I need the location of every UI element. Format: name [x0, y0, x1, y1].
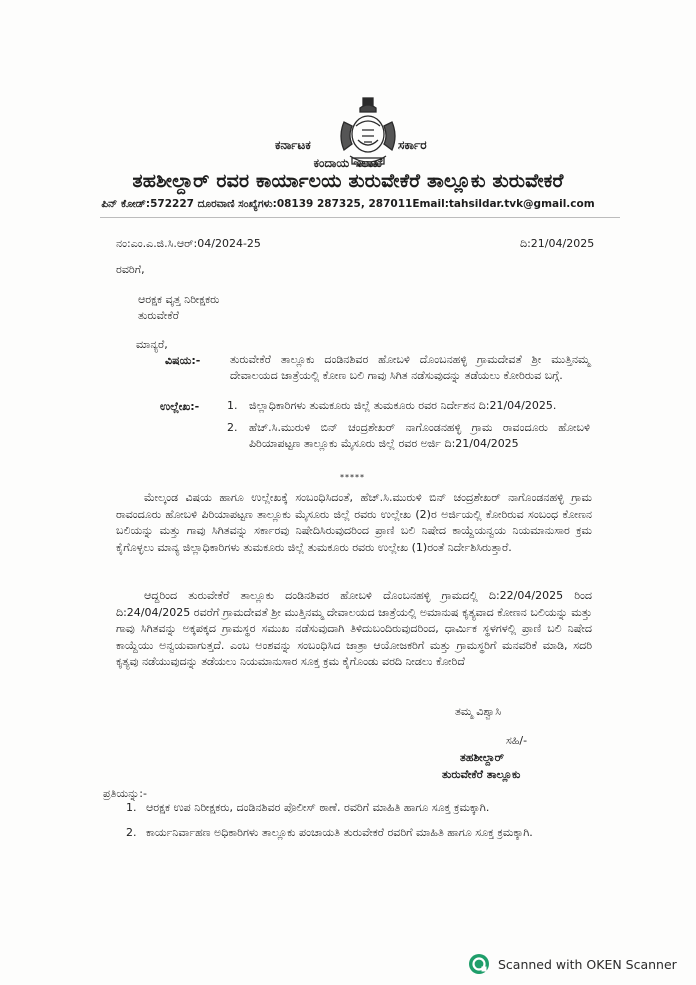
- closing-yours-faithfully: ತಮ್ಮ ವಿಶ್ವಾಸಿ: [455, 705, 502, 718]
- salutation: ಮಾನ್ಯರೆ,: [136, 338, 168, 351]
- recipient-line2: ತುರುವೇಕೆರೆ: [138, 309, 179, 322]
- reference-number-2: 2.: [227, 421, 238, 434]
- copy-number-1: 1.: [126, 801, 137, 814]
- reference-number-1: 1.: [227, 399, 238, 412]
- subject-text: ತುರುವೇಕೆರೆ ತಾಲ್ಲೂಕು ದಂಡಿನಶಿವರ ಹೋಬಳಿ ದೊಂಬನಹಳ್ಳಿ ಗ್ರಾಮದೇವತೆ ಶ್ರೀ ಮುತ್ತಿನಮ್ಮ ದೇವಾಲಯದ ಜಾತ್ರೆಯಲ್ಲಿ ಕೋಣ ಬಲಿ ಗಾವು ಸಿಗಿತ ನಡೆಸುವುದನ್ನು ತಡೆಯಲು ಕೋರಿರುವ ಬಗ್ಗೆ.: [230, 353, 590, 382]
- reference-text-1: ಜಿಲ್ಲಾಧಿಕಾರಿಗಳು ತುಮಕೂರು ಜಿಲ್ಲೆ ತುಮಕೂರು ರವರ ನಿರ್ದೇಶನ ದಿ:21/04/2025.: [249, 399, 557, 412]
- copies-list: [126, 800, 596, 850]
- signature-designation: ತಹಶೀಲ್ದಾರ್: [460, 751, 505, 764]
- scanner-watermark: [468, 953, 677, 975]
- reference-text-2: ಹೆಚ್.ಸಿ.ಮುರುಳಿ ಬಿನ್ ಚಂದ್ರಶೇಖರ್ ನಾಗೊಂಡನಹಳ್ಳಿ ಗ್ರಾಮ ರಾವಂದೂರು ಹೋಬಳಿ ಪಿರಿಯಾಪಟ್ಟಣ ತಾಲ್ಲೂಕು ಮೈಸೂರು ಜಿಲ್ಲೆ ರವರ ಅರ್ಜಿ ದಿ:21/04/2025: [249, 421, 590, 450]
- gov-karnataka-label: ಕರ್ನಾಟಕ: [275, 138, 311, 152]
- copy-text-2: ಕಾರ್ಯನಿರ್ವಾಹಣ ಅಧಿಕಾರಿಗಳು ತಾಲ್ಲೂಕು ಪಂಚಾಯತಿ ತುರುವೇಕರೆ ರವರಿಗೆ ಮಾಹಿತಿ ಹಾಗೂ ಸೂಕ್ತ ಕ್ರಮಕ್ಕಾಗಿ.: [146, 826, 533, 839]
- references-list: [227, 398, 590, 458]
- copy-text-1: ಆರಕ್ಷಕ ಉಪ ನಿರೀಕ್ಷಕರು, ದಂಡಿನಶಿವರ ಪೊಲೀಸ್ ಠಾಣೆ. ರವರಿಗೆ ಮಾಹಿತಿ ಹಾಗೂ ಸೂಕ್ತ ಕ್ರಮಕ್ಕಾಗಿ.: [146, 801, 490, 814]
- signature-sd: ಸಹಿ/-: [506, 734, 528, 747]
- subject-label: ವಿಷಯ:-: [165, 354, 201, 367]
- office-contact: ಪಿನ್ ಕೋಡ್:572227 ದೂರವಾಣಿ ಸಂಖ್ಯೆಗಳು:08139 287325, 287011Email:tahsildar.tvk@gmail.com: [101, 198, 595, 210]
- copy-item: [126, 800, 596, 816]
- body-paragraph-2: ಆದ್ದರಿಂದ ತುರುವೇಕೆರೆ ತಾಲ್ಲೂಕು ದಂಡಿನಶಿವರ ಹೋಬಳಿ ದೊಂಬನಹಳ್ಳಿ ಗ್ರಾಮದಲ್ಲಿ ದಿ:22/04/2025 ರಿಂದ ದಿ:24/04/2025 ರವರೆಗೆ ಗ್ರಾಮದೇವತೆ ಶ್ರೀ ಮುತ್ತಿನಮ್ಮ ದೇವಾಲಯದ ಜಾತ್ರೆಯಲ್ಲಿ ಅಮಾನುಷ ಕೃತ್ಯವಾದ ಕೋಣನ ಬಲಿಯನ್ನು ಮತ್ತು ಗಾವು ಸಿಗಿತವನ್ನು ಅಕ್ಕಪಕ್ಕದ ಗ್ರಾಮಸ್ಥರ ಸಮುಖ ನಡೆಸುವುದಾಗಿ ತಿಳಿದುಬಂದಿರುವುದರಿಂದ, ಧಾರ್ಮಿಕ ಸ್ಥಳಗಳಲ್ಲಿ ಪ್ರಾಣಿ ಬಲಿ ನಿಷೇದ ಕಾಯ್ದೆಯು ಅನ್ವಯವಾಗುತ್ತದೆ. ಎಂಬ ಅಂಶವನ್ನು ಸಂಬಂಧಿಸಿದ ಜಾತ್ರಾ ಆಯೋಜಕರಿಗೆ ಮತ್ತು ಗ್ರಾಮಸ್ಥರಿಗೆ ಮನವರಿಕೆ ಮಾಡಿ, ಸದರಿ ಕೃತ್ಯವು ನಡೆಯುವುದನ್ನು ತಡೆಯಲು ನಿಯಮಾನುಸಾರ ಸೂಕ್ತ ಕ್ರಮ ಕೈಗೊಂಡು ವರದಿ ನೀಡಲು ಕೋರಿದೆ: [116, 589, 592, 668]
- copies-label: ಪ್ರತಿಯನ್ನು:-: [103, 787, 147, 800]
- recipient-line1: ಆರಕ್ಷಕ ವೃತ್ತ ನಿರೀಕ್ಷಕರು: [138, 293, 220, 306]
- references-label: ಉಲ್ಲೇಖ:-: [160, 400, 200, 413]
- recipient-to: ರವರಿಗೆ,: [116, 263, 145, 276]
- copy-item: [126, 825, 596, 841]
- copy-number-2: 2.: [126, 826, 137, 839]
- scanner-watermark-text: Scanned with OKEN Scanner: [498, 956, 677, 972]
- gov-sarkara-label: ಸರ್ಕಾರ: [398, 138, 427, 152]
- oken-scanner-icon: [468, 953, 490, 975]
- office-title: ತಹಶೀಲ್ದಾರ್ ರವರ ಕಾರ್ಯಾಲಯ ತುರುವೇಕೆರೆ ತಾಲ್ಲೂಕು ತುರುವೇಕರೆ: [132, 170, 564, 192]
- reference-item: [227, 420, 590, 452]
- body-paragraph-1: ಮೇಲ್ಕಂಡ ವಿಷಯ ಹಾಗೂ ಉಲ್ಲೇಖಕ್ಕೆ ಸಂಬಂಧಿಸಿದಂತೆ, ಹೆಚ್.ಸಿ.ಮುರುಳಿ ಬಿನ್ ಚಂದ್ರಶೇಖರ್ ನಾಗೊಂಡನಹಳ್ಳಿ ಗ್ರಾಮ ರಾವಂದೂರು ಹೋಬಳಿ ಪಿರಿಯಾಪಟ್ಟಣ ತಾಲ್ಲೂಕು ಮೈಸೂರು ಜಿಲ್ಲೆ ರವರು ಉಲ್ಲೇಖ (2)ರ ಅರ್ಜಿಯಲ್ಲಿ ಕೋರಿರುವ ಸಂಬಂಧ ಕೋಣನ ಬಲಿಯನ್ನು ಮತ್ತು ಗಾವು ಸಿಗಿತವನ್ನು ಸರ್ಕಾರವು ನಿಷೇದಿಸಿರುವುದರಿಂದ ಪ್ರಾಣಿ ಬಲಿ ನಿಷೇದ ಕಾಯ್ದೆಯನ್ವಯ ನಿಯಮಾನುಸಾರ ಕ್ರಮ ಕೈಗೊಳ್ಳಲು ಮಾನ್ಯ ಜಿಲ್ಲಾಧಿಕಾರಿಗಳು ತುಮಕೂರು ಜಿಲ್ಲೆ ತುಮಕೂರು ರವರು ಉಲ್ಲೇಖ (1)ರಂತೆ ನಿರ್ದೇಶಿಸಿರುತ್ತಾರೆ.: [116, 491, 592, 554]
- department-name: ಕಂದಾಯ ಇಲಾಖೆ: [313, 156, 383, 170]
- reference-item: [227, 398, 590, 414]
- header-divider: [100, 217, 620, 218]
- section-stars: *****: [340, 473, 365, 482]
- letter-date: ದಿ:21/04/2025: [520, 237, 595, 250]
- signature-office: ತುರುವೇಕೆರೆ ತಾಲ್ಲೂಕು: [442, 768, 521, 781]
- reference-number: ನಂ:ಎಂ.ಎ.ಜಿ.ಸಿ.ಆರ್:04/2024-25: [116, 237, 261, 250]
